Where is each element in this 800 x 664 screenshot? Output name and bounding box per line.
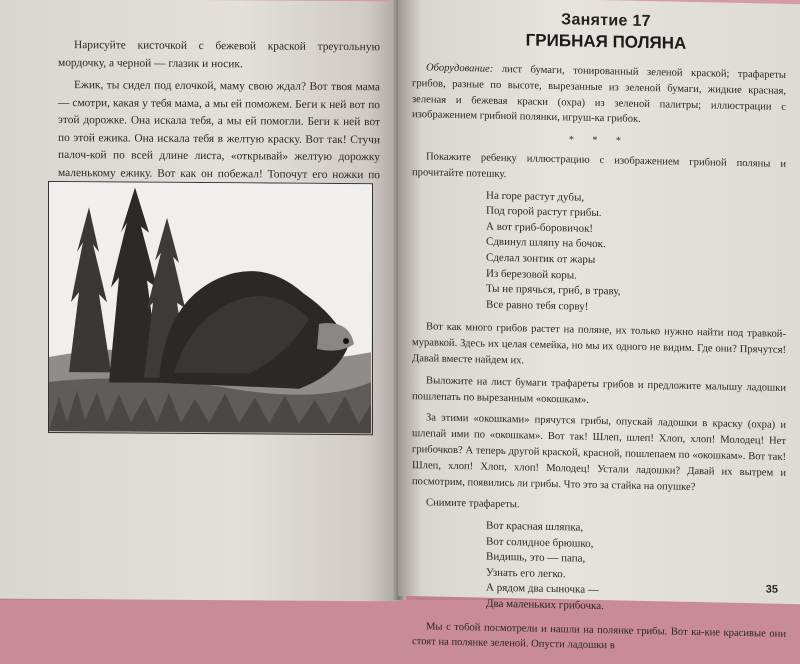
body-paragraph: Выложите на лист бумаги трафареты грибов и предложите малышу ладошки пошлепать по вырезанным «окошкам». [412, 375, 786, 406]
poem-line: А вот гриб-боровичок! [486, 220, 594, 235]
equipment-label: Оборудование: [426, 62, 494, 75]
lesson-body [412, 60, 786, 664]
poem-line: Под горой растут грибы. [486, 204, 602, 220]
poem-line: А рядом два сыночка — [486, 582, 599, 597]
left-paragraph: Ежик, ты сидел под елочкой, маму свою ждал? Вот твоя мама — смотри, какая у тебя мама, а мы ей поможем. Беги к ней вот по этой дорожке. Она искала тебя, а мы ей помогли. Беги к ней вот по этой ежика. Она искала тебя в желтую краску. Вот так! Стучи палоч-кой по всей длине листа, «открывай» желтую дорожку маленькому ежику. Вот как он побежал! Топочут его ножки по [58, 79, 380, 181]
left-page [0, 0, 400, 601]
right-page [398, 0, 800, 652]
left-paragraph: Нарисуйте кисточкой с бежевой краской треугольную мордочку, а черной — глазик и носик. [58, 39, 380, 70]
poem-line: Два маленьких грибочка. [486, 597, 604, 613]
hedgehog-illustration [49, 182, 371, 433]
poem-line: На горе растут дубы, [486, 189, 585, 204]
lesson-header [430, 8, 782, 55]
equipment-paragraph [412, 60, 786, 131]
poem-line: Все равно тебя сорву! [486, 298, 589, 313]
lesson-title: ГРИБНАЯ ПОЛЯНА [525, 30, 687, 53]
equipment-text: лист бумаги, тонированный зеленой краской; трафареты грибов, разные по высоте, вырезанные из зеленой бумаги, жидкие красная, зеленая и бежевая краски (охра) из зеленой палитры; иллюстрации с изображением грибной полянки, игруш-ка грибок. [412, 63, 786, 126]
poem-line: Сдвинул шляпу на бочок. [486, 235, 606, 251]
poem-line: Вот солидное брюшко, [486, 535, 594, 550]
poem-line: Вот красная шляпка, [486, 519, 584, 534]
poem-line: Видишь, это — папа, [486, 550, 586, 565]
poem-mushroom [486, 188, 786, 319]
poem-line: Из березовой коры. [486, 267, 577, 282]
body-paragraph: Снимите трафареты. [426, 497, 520, 511]
body-paragraph: За этими «окошками» прячутся грибы, опускай ладошки в краску (охра) и шлепай ими по «окошкам». Вот так! Шлеп, шлеп! Хлоп, хлоп! Молодец! Нет грибочков? А теперь другой краской, красной, пошлепаем по «окошкам». Вот так! Шлеп, хлоп! Хлоп, хлоп! Молодец! Устали ладошки? Давай их вытрем и посмотрим, появились ли грибы. Что это за стайка на опушке? [412, 412, 786, 493]
page-number: 35 [765, 583, 778, 596]
poem-line: Узнать его легко. [486, 566, 566, 581]
hedgehog-photo [48, 181, 373, 435]
lesson-number: Занятие 17 [561, 11, 651, 31]
body-paragraph: Вот как много грибов растет на поляне, их только нужно найти под травкой-муравкой. Здесь их целая семейка, но мы их одного не видим. Где они? Прячутся! Давай вместе найдем их. [412, 321, 786, 367]
poem-line: Сделал зонтик от жары [486, 251, 596, 266]
section-separator: * * * [569, 134, 629, 147]
poem-line: Ты не прячься, гриб, в траву, [486, 282, 621, 298]
intro-paragraph: Покажите ребенку иллюстрацию с изображением грибной поляны и прочитайте потешку. [412, 151, 786, 180]
body-paragraph: Мы с тобой посмотрели и нашли на полянке грибы. Вот ка-кие красивые они стоят на полянке зеленой. Опусти ладошки в [412, 621, 786, 652]
poem-family [486, 519, 786, 619]
